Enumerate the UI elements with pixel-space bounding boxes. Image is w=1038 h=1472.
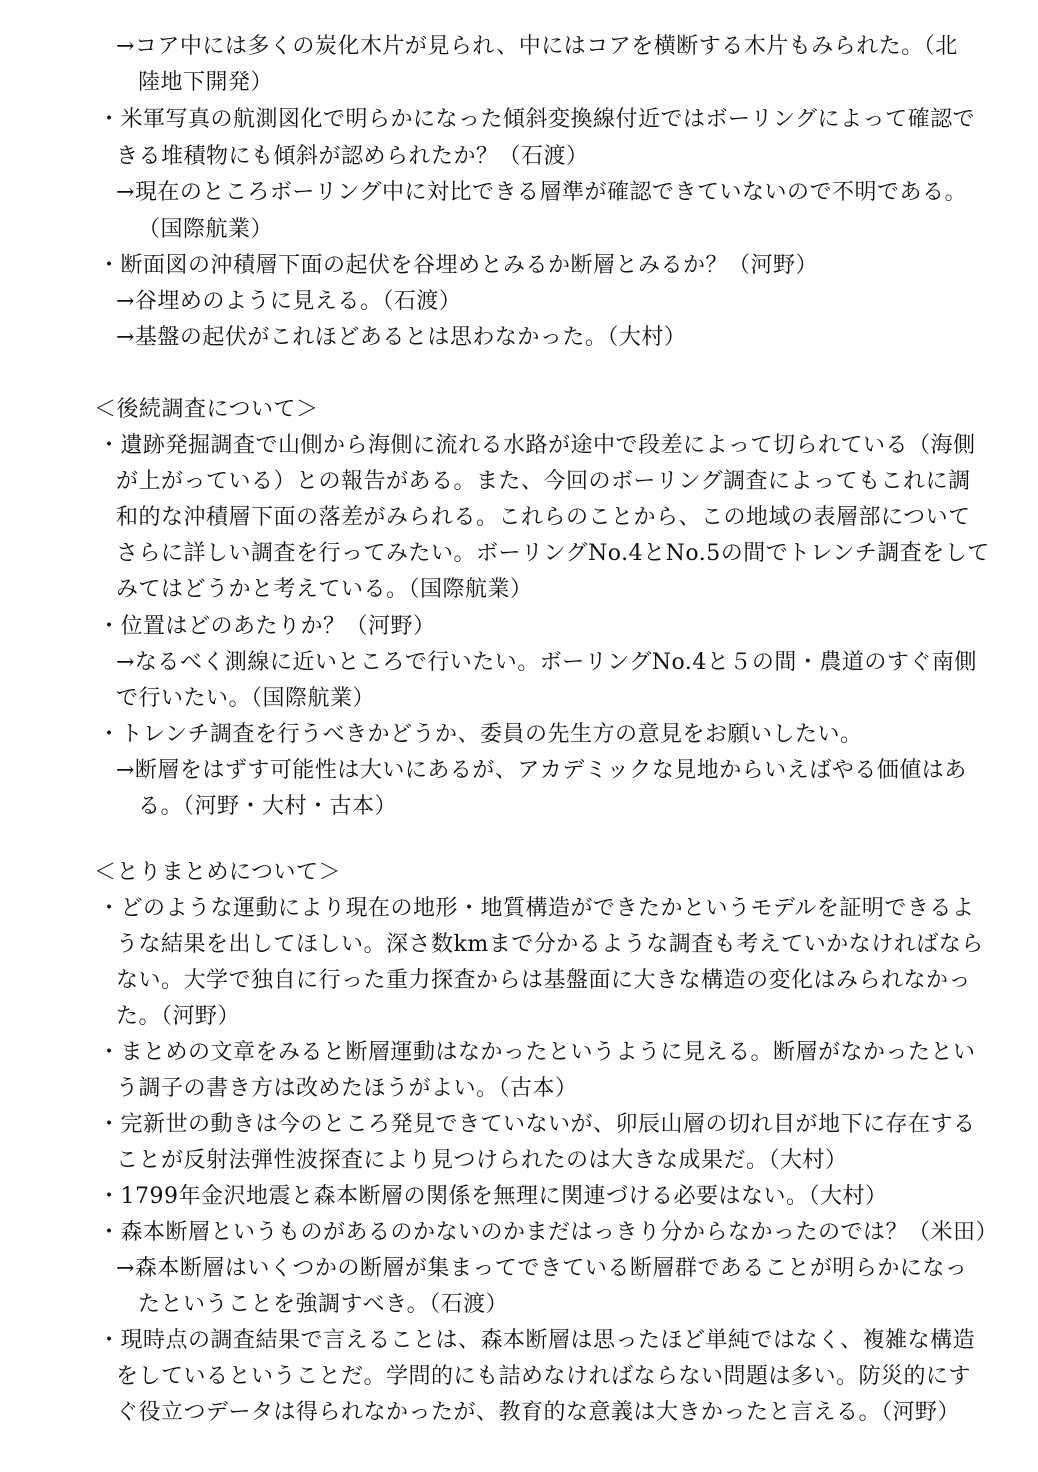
text-line: ことが反射法弾性波探査により見つけられたのは大きな成果だ。（大村） (116, 1148, 848, 1173)
bullet-item: ・どのような運動により現在の地形・地質構造ができたかというモデルを証明できるよ (98, 896, 975, 921)
text-line: →森本断層はいくつかの断層が集まってできている断層群であることが明らかになっ (116, 1256, 968, 1281)
bullet-item: ・トレンチ調査を行うべきかどうか、委員の先生方の意見をお願いしたい。 (98, 722, 863, 747)
text-line: →基盤の起伏がこれほどあるとは思わなかった。（大村） (116, 325, 687, 350)
text-line: 陸地下開発） (138, 70, 274, 95)
bullet-item: ・断面図の沖積層下面の起伏を谷埋めとみるか断層とみるか？（河野） (98, 253, 819, 278)
bullet-item: ・1799年金沢地震と森本断層の関係を無理に関連づける必要はない。（大村） (98, 1184, 888, 1209)
bullet-item: ・現時点の調査結果で言えることは、森本断層は思ったほど単純ではなく、複雑な構造 (98, 1328, 976, 1353)
text-line: さらに詳しい調査を行ってみたい。ボーリングNo.4とNo.5の間でトレンチ調査をして (116, 541, 990, 566)
text-line: ない。大学で独自に行った重力探査からは基盤面に大きな構造の変化はみられなかっ (116, 968, 972, 993)
bullet-item: ・森本断層というものがあるのかないのかまだはっきり分からなかったのでは？（米田） (98, 1220, 999, 1245)
bullet-item: ・米軍写真の航測図化で明らかになった傾斜変換線付近ではボーリングによって確認で (98, 107, 976, 132)
text-line: →谷埋めのように見える。（石渡） (116, 289, 462, 314)
text-line: る。（河野・大村・古本） (138, 794, 398, 819)
text-line: をしているということだ。学問的にも詰めなければならない問題は多い。防災的にす (116, 1364, 972, 1389)
text-line: →コア中には多くの炭化木片が見られ、中にはコアを横断する木片もみられた。（北 (116, 34, 958, 59)
text-line: う調子の書き方は改めたほうがよい。（古本） (116, 1076, 578, 1101)
text-line: た。（河野） (116, 1004, 241, 1029)
text-line: で行いたい。（国際航業） (116, 686, 376, 711)
text-line: ぐ役立つデータは得られなかったが、教育的な意義は大きかったと言える。（河野） (116, 1400, 961, 1425)
text-line: →断層をはずす可能性は大いにあるが、アカデミックな見地からいえばやる価値はあ (116, 758, 967, 783)
text-line: うな結果を出してほしい。深さ数kmまで分かるような調査も考えていかなければなら (116, 932, 984, 957)
text-line: 和的な沖積層下面の落差がみられる。これらのことから、この地域の表層部について (116, 505, 971, 530)
bullet-item: ・まとめの文章をみると断層運動はなかったというように見える。断層がなかったとい (98, 1040, 976, 1065)
bullet-item: ・完新世の動きは今のところ発見できていないが、卯辰山層の切れ目が地下に存在する (98, 1112, 976, 1137)
bullet-item: ・位置はどのあたりか？（河野） (98, 614, 436, 639)
text-line: →なるべく測線に近いところで行いたい。ボーリングNo.4と５の間・農道のすぐ南側 (116, 650, 977, 675)
text-line: きる堆積物にも傾斜が認められたか？（石渡） (116, 144, 589, 169)
bullet-item: ・遺跡発掘調査で山側から海側に流れる水路が途中で段差によって切られている（海側 (98, 433, 976, 458)
text-line: →現在のところボーリング中に対比できる層準が確認できていないので不明である。 (116, 180, 967, 205)
text-line: みてはどうかと考えている。（国際航業） (116, 577, 533, 602)
section-heading: ＜とりまとめについて＞ (94, 860, 342, 885)
text-line: （国際航業） (138, 217, 274, 242)
section-heading: ＜後続調査について＞ (94, 397, 319, 422)
text-line: たということを強調すべき。（石渡） (138, 1292, 509, 1317)
text-line: が上がっている）との報告がある。また、今回のボーリング調査によってもこれに調 (116, 469, 971, 494)
